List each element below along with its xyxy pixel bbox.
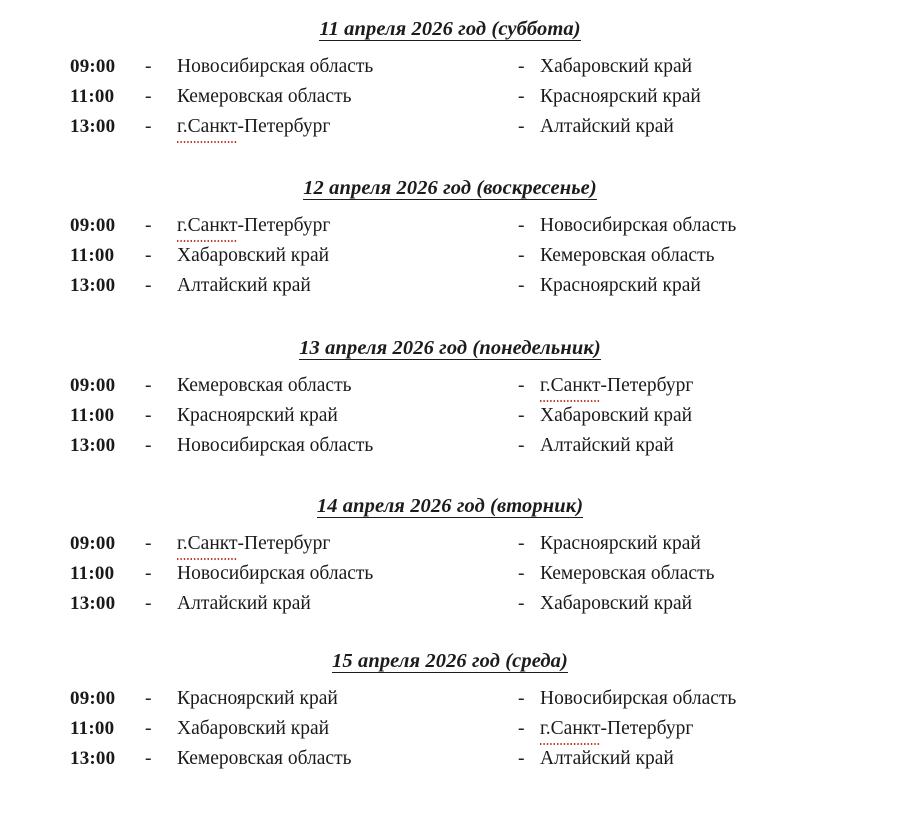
team-left [177,271,311,301]
separator-dash-left: - [145,56,152,77]
team-name-text: Новосибирская область [177,435,374,456]
separator-dash-right: - [518,56,525,77]
session-row [0,211,900,241]
team-name-text: Новосибирская область [540,215,737,236]
session-time: 09:00 [70,533,116,554]
separator-dash-right: - [518,748,525,769]
team-right [540,559,714,589]
team-left [177,744,351,774]
team-left [177,82,351,112]
day-header-text: 15 апреля 2026 год (среда) [332,650,568,672]
team-right [540,371,693,402]
separator-dash-left: - [145,748,152,769]
session-row [0,401,900,431]
block-spacer [0,142,900,173]
separator-dash-right: - [518,275,525,296]
team-name-text: Новосибирская область [540,688,737,709]
separator-dash-right: - [518,593,525,614]
team-left [177,112,330,143]
separator-dash-left: - [145,116,152,137]
session-time: 13:00 [70,275,116,296]
team-name-text: Красноярский край [540,275,701,296]
session-time: 11:00 [70,718,115,739]
team-left [177,589,311,619]
session-time: 09:00 [70,215,116,236]
separator-dash-right: - [518,688,525,709]
team-name-text: Алтайский край [177,593,311,614]
session-row [0,589,900,619]
team-left [177,431,373,461]
separator-dash-left: - [145,718,152,739]
day-block [0,646,900,774]
team-right [540,431,674,461]
team-right [540,529,701,559]
day-block [0,173,900,301]
spellcheck-underline-text: г.Санкт [540,714,601,745]
team-left [177,559,373,589]
separator-dash-left: - [145,688,152,709]
session-row [0,684,900,714]
team-right [540,271,701,301]
day-header [0,173,900,203]
day-block [0,491,900,619]
team-name-text: Кемеровская область [540,245,715,266]
team-name-rest: -Петербург [600,375,694,396]
session-row [0,82,900,112]
block-spacer [0,461,900,491]
session-rows [0,211,900,301]
team-name-text: Красноярский край [177,688,338,709]
separator-dash-left: - [145,533,152,554]
separator-dash-left: - [145,435,152,456]
day-header [0,646,900,676]
separator-dash-left: - [145,563,152,584]
team-name-text: Новосибирская область [177,563,374,584]
team-name-text: Красноярский край [540,86,701,107]
team-right [540,241,714,271]
session-row [0,744,900,774]
team-name-rest: -Петербург [237,116,331,137]
team-name-text: Красноярский край [540,533,701,554]
team-right [540,112,674,142]
day-header [0,491,900,521]
team-right [540,589,692,619]
separator-dash-right: - [518,375,525,396]
team-name-text: Кемеровская область [177,86,352,107]
team-left [177,401,338,431]
day-header-text: 14 апреля 2026 год (вторник) [316,495,584,517]
separator-dash-right: - [518,245,525,266]
separator-dash-left: - [145,215,152,236]
team-name-rest: -Петербург [237,533,331,554]
session-row [0,714,900,744]
session-time: 13:00 [70,748,116,769]
session-rows [0,529,900,619]
team-name-text: Хабаровский край [540,56,693,77]
team-left [177,684,338,714]
session-time: 11:00 [70,563,115,584]
day-block [0,333,900,461]
team-right [540,684,736,714]
session-time: 11:00 [70,245,115,266]
session-row [0,271,900,301]
session-rows [0,52,900,142]
session-rows [0,371,900,461]
team-name-text: Кемеровская область [540,563,715,584]
separator-dash-right: - [518,215,525,236]
separator-dash-left: - [145,86,152,107]
team-name-text: Алтайский край [540,435,674,456]
session-rows [0,684,900,774]
team-name-rest: -Петербург [237,215,331,236]
team-left [177,529,330,560]
session-time: 13:00 [70,116,116,137]
day-block [0,14,900,142]
separator-dash-left: - [145,245,152,266]
spellcheck-underline-text: г.Санкт [177,211,238,242]
session-time: 13:00 [70,435,116,456]
team-right [540,52,692,82]
spellcheck-underline-text: г.Санкт [540,371,601,402]
separator-dash-left: - [145,375,152,396]
team-name-text: Алтайский край [540,748,674,769]
team-name-text: Кемеровская область [177,375,352,396]
session-time: 13:00 [70,593,116,614]
team-right [540,401,692,431]
team-right [540,211,736,241]
team-name-rest: -Петербург [600,718,694,739]
separator-dash-right: - [518,405,525,426]
separator-dash-left: - [145,593,152,614]
team-name-text: Алтайский край [177,275,311,296]
team-name-text: Кемеровская область [177,748,352,769]
team-name-text: Хабаровский край [540,593,693,614]
separator-dash-left: - [145,405,152,426]
separator-dash-right: - [518,435,525,456]
team-right [540,744,674,774]
day-header [0,14,900,44]
session-time: 11:00 [70,86,115,107]
team-left [177,211,330,242]
team-left [177,714,329,744]
day-header-text: 11 апреля 2026 год (суббота) [319,18,581,40]
team-right [540,82,701,112]
session-row [0,431,900,461]
session-row [0,241,900,271]
day-header-text: 13 апреля 2026 год (понедельник) [299,337,601,359]
block-spacer [0,619,900,646]
session-row [0,52,900,82]
session-row [0,559,900,589]
spellcheck-underline-text: г.Санкт [177,529,238,560]
session-time: 09:00 [70,375,116,396]
session-row [0,529,900,559]
separator-dash-right: - [518,533,525,554]
separator-dash-right: - [518,86,525,107]
separator-dash-left: - [145,275,152,296]
session-row [0,112,900,142]
spellcheck-underline-text: г.Санкт [177,112,238,143]
team-right [540,714,693,745]
team-name-text: Новосибирская область [177,56,374,77]
session-time: 09:00 [70,688,116,709]
team-left [177,371,351,401]
session-row [0,371,900,401]
day-header [0,333,900,363]
separator-dash-right: - [518,563,525,584]
team-name-text: Хабаровский край [177,245,330,266]
day-header-text: 12 апреля 2026 год (воскресенье) [303,177,597,199]
team-name-text: Хабаровский край [540,405,693,426]
separator-dash-right: - [518,116,525,137]
team-name-text: Хабаровский край [177,718,330,739]
session-time: 11:00 [70,405,115,426]
session-time: 09:00 [70,56,116,77]
block-spacer [0,301,900,333]
team-name-text: Красноярский край [177,405,338,426]
separator-dash-right: - [518,718,525,739]
team-left [177,52,373,82]
team-name-text: Алтайский край [540,116,674,137]
team-left [177,241,329,271]
